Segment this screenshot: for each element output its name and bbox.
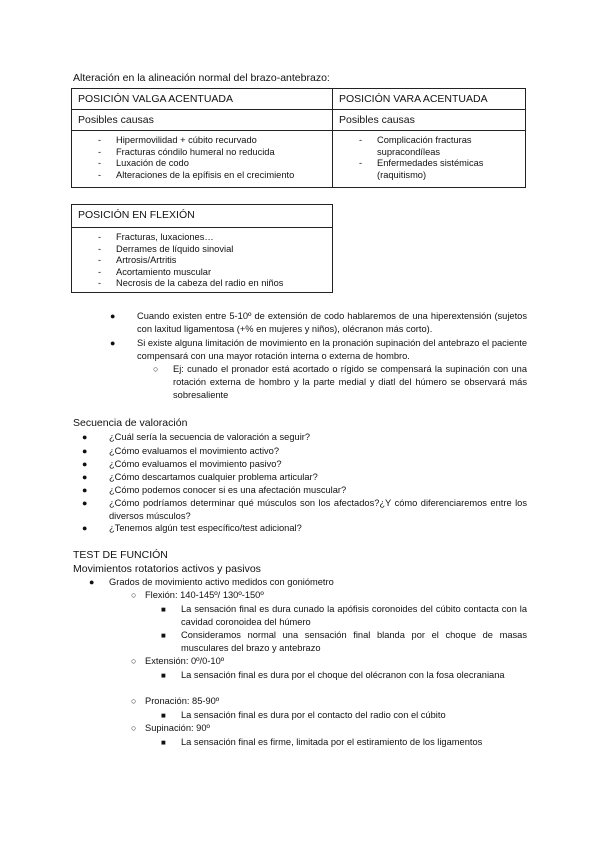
alignment-table <box>71 88 526 188</box>
circle-bullet-icon: ○ <box>153 364 159 374</box>
secuencia-item <box>82 484 527 497</box>
goniometer-item <box>89 576 334 590</box>
list-item: - Enfermedades sistémicas (raquitismo) <box>339 158 519 181</box>
list-item-text: ¿Cómo evaluamos el movimiento activo? <box>109 446 279 456</box>
list-item-text: Flexión: 140-145º/ 130º-150º <box>145 590 264 600</box>
list-item-text: ¿Cómo podemos conocer si es una afectación muscular? <box>109 485 347 495</box>
square-bullet-icon: ■ <box>161 605 166 614</box>
bullet-icon: ● <box>82 498 88 508</box>
bullet-icon: ● <box>82 432 88 442</box>
flexion-detail <box>161 603 527 629</box>
list-item-text: La sensación final es dura por el contacto del radio con el cúbito <box>181 710 446 720</box>
list-item-text: ¿Cómo descartamos cualquier problema articular? <box>109 472 318 482</box>
list-item-text: La sensación final es dura cunado la apófisis coronoides del cúbito contacta con la cavidad coronoidea del húmero <box>181 604 527 628</box>
note-text: Cuando existen entre 5-10º de extensión de codo hablaremos de una hiperextensión (sujetos con laxitud ligamentosa (+% en mujeres y niños), olécranon más corto). <box>137 311 527 335</box>
list-item: - Necrosis de la cabeza del radio en niños <box>78 278 326 290</box>
bullet-icon: ● <box>110 311 116 321</box>
note-compensation <box>110 337 527 363</box>
flexion-detail <box>161 629 527 655</box>
test-subtitle: Movimientos rotatorios activos y pasivos <box>73 563 261 575</box>
list-item-text: La sensación final es dura por el choque del olécranon con la fosa olecraniana <box>181 670 505 680</box>
list-item: - Hipermovilidad + cúbito recurvado <box>78 135 326 147</box>
note-text: Ej: cunado el pronador está acortado o rígido se compensará la supinación con una rotación externa de hombro y la parte medial y diatl del húmero se observará más sobresaliente <box>173 364 527 401</box>
header-vara: POSICIÓN VARA ACENTUADA <box>333 89 526 110</box>
list-item-text: Supinación: 90º <box>145 723 210 733</box>
header-flexion: POSICIÓN EN FLEXIÓN <box>72 205 333 228</box>
secuencia-item <box>82 522 527 535</box>
flexion-causes <box>72 228 333 293</box>
list-item: - Alteraciones de la epífisis en el crecimiento <box>78 170 326 182</box>
circle-bullet-icon: ○ <box>131 723 137 733</box>
pronacion-item <box>131 695 220 709</box>
list-item: - Fracturas, luxaciones… <box>78 232 326 244</box>
list-item: - Fracturas cóndilo humeral no reducida <box>78 147 326 159</box>
list-item-text: Pronación: 85-90º <box>145 696 220 706</box>
bullet-icon: ● <box>82 485 88 495</box>
pronacion-detail <box>161 709 527 722</box>
secuencia-item <box>82 497 527 523</box>
list-item-text: Consideramos normal una sensación final blanda por el choque de masas musculares del brazo y antebrazo <box>181 630 527 654</box>
circle-bullet-icon: ○ <box>131 656 137 666</box>
bullet-icon: ● <box>110 338 116 348</box>
flexion-table <box>71 204 333 293</box>
list-item: - Complicación fracturas supracondíleas <box>339 135 519 158</box>
square-bullet-icon: ■ <box>161 738 166 747</box>
list-item-text: Grados de movimiento activo medidos con goniómetro <box>109 577 334 587</box>
list-item: - Derrames de líquido sinovial <box>78 244 326 256</box>
circle-bullet-icon: ○ <box>131 696 137 706</box>
extension-item <box>131 655 225 669</box>
causes-vara <box>333 131 526 188</box>
note-text: Si existe alguna limitación de movimiento en la pronación supinación del antebrazo el paciente compensará con una mayor rotación interna o externa de hombro. <box>137 338 527 362</box>
supinacion-detail <box>161 736 527 749</box>
secuencia-title: Secuencia de valoración <box>73 417 188 429</box>
bullet-icon: ● <box>82 523 88 533</box>
bullet-icon: ● <box>82 446 88 456</box>
secuencia-item <box>82 458 527 471</box>
list-item-text: ¿Cuál sería la secuencia de valoración a seguir? <box>109 432 311 442</box>
square-bullet-icon: ■ <box>161 671 166 680</box>
list-item-text: Extensión: 0º/0-10º <box>145 656 225 666</box>
list-item: - Luxación de codo <box>78 158 326 170</box>
list-item: - Acortamiento muscular <box>78 267 326 279</box>
causes-valga <box>72 131 333 188</box>
list-item-text: ¿Tenemos algún test específico/test adicional? <box>109 523 302 533</box>
bullet-icon: ● <box>89 577 95 587</box>
secuencia-item <box>82 471 527 484</box>
note-hyperextension <box>110 310 527 336</box>
flexion-item <box>131 589 264 603</box>
list-item-text: La sensación final es firme, limitada por el estiramiento de los ligamentos <box>181 737 483 747</box>
secuencia-item <box>82 431 527 444</box>
list-item-text: ¿Cómo evaluamos el movimiento pasivo? <box>109 459 282 469</box>
intro-text: Alteración en la alineación normal del brazo-antebrazo: <box>73 72 330 84</box>
extension-detail <box>161 669 527 682</box>
bullet-icon: ● <box>82 459 88 469</box>
test-title: TEST DE FUNCIÓN <box>73 549 168 561</box>
list-item-text: ¿Cómo podríamos determinar qué músculos son los afectados?¿Y cómo diferenciaremos entre los diversos músculos? <box>109 498 527 522</box>
list-item: - Artrosis/Artritis <box>78 255 326 267</box>
subheader-valga: Posibles causas <box>72 110 333 131</box>
note-example <box>153 363 527 403</box>
bullet-icon: ● <box>82 472 88 482</box>
subheader-vara: Posibles causas <box>333 110 526 131</box>
supinacion-item <box>131 722 210 736</box>
square-bullet-icon: ■ <box>161 711 166 720</box>
square-bullet-icon: ■ <box>161 631 166 640</box>
secuencia-item <box>82 445 527 458</box>
circle-bullet-icon: ○ <box>131 590 137 600</box>
header-valga: POSICIÓN VALGA ACENTUADA <box>72 89 333 110</box>
